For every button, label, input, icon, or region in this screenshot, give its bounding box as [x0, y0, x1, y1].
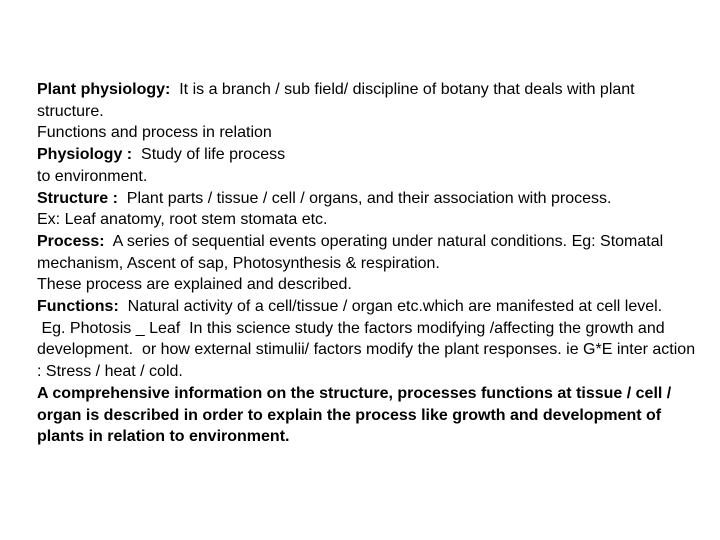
paragraph-physiology	[37, 144, 697, 166]
term-process: Process:	[37, 232, 105, 250]
term-structure: Structure :	[37, 189, 118, 207]
paragraph-functions-process: Functions and process in relation	[37, 124, 272, 142]
term-physiology: Physiology :	[37, 146, 133, 164]
definition-process: A series of sequential events operating under natural conditions. Eg: Stomatal mechanism, Ascent of sap, Photosynthesis & respiration.	[37, 232, 668, 272]
paragraph-example-functions: Eg. Photosis _ Leaf In this science study the factors modifying /affecting the growth and development. or how external stimulii/ factors modify the plant responses. ie G*E inter action : Stress / heat / cold.	[37, 319, 700, 381]
paragraph-process-explained: These process are explained and described.	[37, 276, 352, 294]
paragraph-plant-physiology	[37, 79, 697, 122]
definition-plant-physiology: It is a branch / sub field/ discipline of botany that deals with plant structure.	[37, 81, 640, 120]
paragraph-example-structure: Ex: Leaf anatomy, root stem stomata etc.	[37, 211, 328, 229]
term-functions: Functions:	[37, 298, 119, 316]
paragraph-summary: A comprehensive information on the structure, processes functions at tissue / cell / organ is described in order to explain the process like growth and development of plants in relation to environment.	[37, 384, 676, 446]
paragraph-structure	[37, 188, 697, 210]
paragraph-to-environment: to environment.	[37, 167, 148, 185]
paragraph-functions	[37, 296, 697, 318]
term-plant-physiology: Plant physiology:	[37, 81, 171, 98]
body-text	[37, 79, 700, 448]
definition-structure: Plant parts / tissue / cell / organs, and their association with process.	[117, 189, 612, 207]
definition-functions: Natural activity of a cell/tissue / organ etc.which are manifested at cell level.	[118, 298, 663, 316]
definition-physiology: Study of life process	[132, 146, 286, 164]
paragraph-process	[37, 231, 697, 274]
